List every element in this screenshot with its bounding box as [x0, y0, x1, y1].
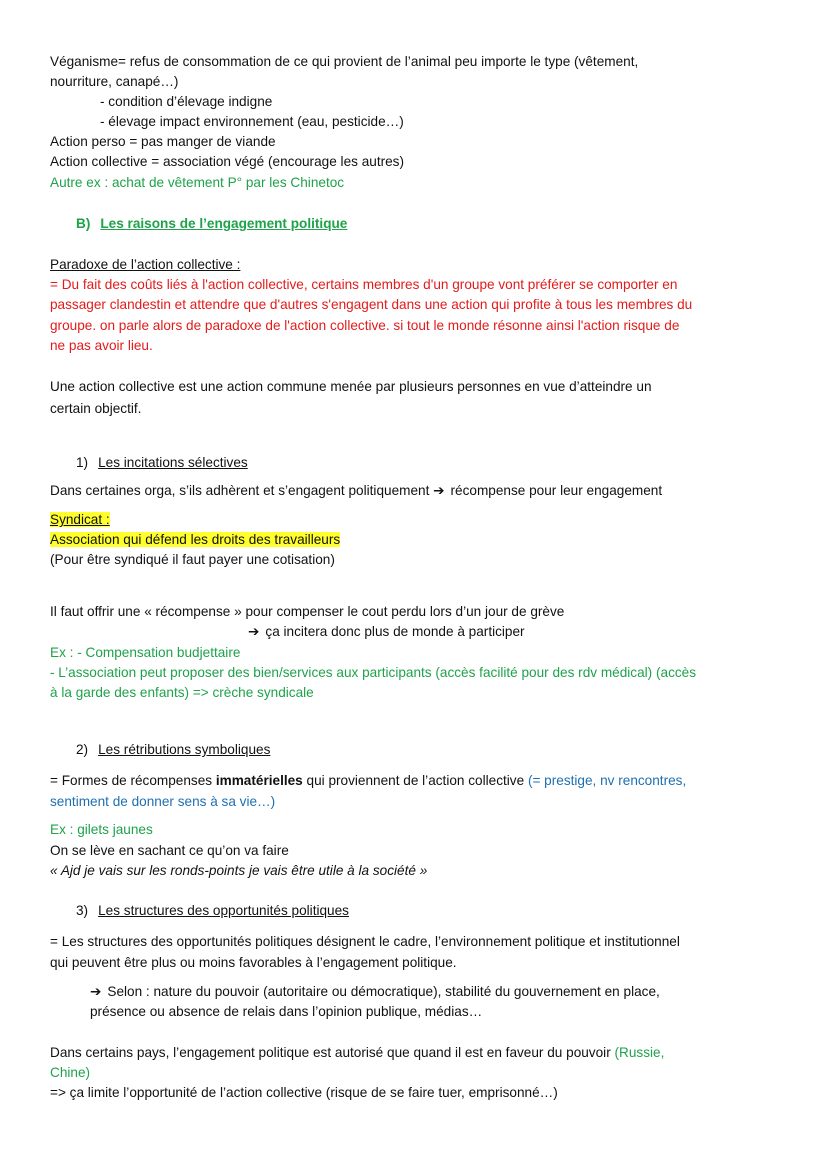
reward-result-line	[248, 622, 525, 641]
collective-def-1: Une action collective est une action commune menée par plusieurs personnes en vue d’atteindre un	[50, 379, 652, 394]
action-collective: Action collective = association végé (encourage les autres)	[50, 154, 405, 169]
paradox-line-3: groupe. on parle alors de paradoxe de l'action collective. si tout le monde résonne ainsi l'action risque de	[50, 318, 680, 333]
paradox-line-4: ne pas avoir lieu.	[50, 338, 153, 353]
vegan-example: Autre ex : achat de vêtement P° par les Chinetoc	[50, 175, 345, 190]
retributions-def-blue-2: sentiment de donner sens à sa vie…)	[50, 794, 276, 809]
incitations-text-before: Dans certaines orga, s’ils adhèrent et s’engagent politiquement	[50, 483, 430, 498]
action-perso: Action perso = pas manger de viande	[50, 134, 276, 149]
selon-line-1	[90, 982, 660, 1001]
section-2-num: 2)	[76, 742, 89, 757]
opportunities-def-1: = Les structures des opportunités politiques désignent le cadre, l’environnement politique et institutionnel	[50, 934, 680, 949]
section-3-num: 3)	[76, 903, 89, 918]
vegan-bullet-2: - élevage impact environnement (eau, pesticide…)	[100, 114, 404, 129]
section-2-heading	[76, 740, 270, 759]
vegan-definition-cont: nourriture, canapé…)	[50, 74, 179, 89]
retributions-def-blue: (= prestige, nv rencontres,	[527, 773, 687, 788]
section-3-title: Les structures des opportunités politiques	[98, 903, 349, 918]
incitations-text-after: récompense pour leur engagement	[450, 483, 663, 498]
countries-before: Dans certains pays, l’engagement politique est autorisé que quand il est en faveur du pouvoir	[50, 1045, 615, 1060]
retributions-def-after: qui proviennent de l’action collective	[302, 773, 528, 788]
example-2a: - L’association peut proposer des bien/services aux participants (accès facilité pour des rdv médical) (accès	[50, 665, 697, 680]
section-2-title: Les rétributions symboliques	[98, 742, 271, 757]
example-2b: à la garde des enfants) => crèche syndicale	[50, 685, 314, 700]
reward-line: Il faut offrir une « récompense » pour compenser le cout perdu lors d’un jour de grève	[50, 604, 565, 619]
section-3-heading	[76, 901, 349, 920]
syndicat-def-line	[50, 530, 340, 549]
section-1-num: 1)	[76, 455, 89, 470]
retributions-def-line	[50, 771, 686, 790]
section-b-heading	[76, 214, 347, 233]
paradox-line-2: passager clandestin et attendre que d'autres s'engagent dans une action qui profite à tous les membres du	[50, 297, 693, 312]
countries-green-2: Chine)	[50, 1065, 91, 1080]
arrow-right-icon: ➔	[248, 624, 260, 639]
vegan-bullet-1: - condition d’élevage indigne	[100, 94, 273, 109]
syndicat-definition: Association qui défend les droits des travailleurs	[50, 532, 341, 547]
paradox-heading: Paradoxe de l’action collective :	[50, 257, 241, 272]
retributions-def-bold: immatérielles	[215, 773, 303, 788]
opportunities-def-2: qui peuvent être plus ou moins favorables à l’engagement politique.	[50, 955, 457, 970]
section-b-letter: B)	[76, 216, 91, 231]
section-1-heading	[76, 453, 248, 472]
incitations-line	[50, 481, 662, 500]
syndicat-label-line	[50, 510, 110, 529]
arrow-right-icon: ➔	[433, 483, 445, 498]
syndicat-note: (Pour être syndiqué il faut payer une cotisation)	[50, 552, 335, 567]
vegan-definition: Véganisme= refus de consommation de ce qui provient de l’animal peu importe le type (vêtement,	[50, 54, 639, 69]
gilets-jaunes-quote: « Ajd je vais sur les ronds-points je vais être utile à la société »	[50, 863, 428, 878]
countries-line	[50, 1043, 664, 1062]
gilets-jaunes-line: On se lève en sachant ce qu’on va faire	[50, 843, 289, 858]
retributions-def-before: = Formes de récompenses	[50, 773, 216, 788]
gilets-jaunes-example: Ex : gilets jaunes	[50, 822, 153, 837]
selon-text-1: Selon : nature du pouvoir (autoritaire ou démocratique), stabilité du gouvernement en place,	[107, 984, 660, 999]
syndicat-label: Syndicat :	[50, 512, 110, 527]
collective-def-2: certain objectif.	[50, 401, 142, 416]
limit-line: => ça limite l’opportunité de l’action collective (risque de se faire tuer, emprisonné…)	[50, 1085, 558, 1100]
section-b-title: Les raisons de l’engagement politique	[100, 216, 348, 231]
countries-green: (Russie,	[614, 1045, 665, 1060]
paradox-line-1: = Du fait des coûts liés à l'action collective, certains membres d'un groupe vont préférer se comporter en	[50, 277, 678, 292]
reward-result: ça incitera donc plus de monde à participer	[265, 624, 525, 639]
example-1: Ex : - Compensation budjettaire	[50, 645, 241, 660]
arrow-right-icon: ➔	[90, 984, 102, 999]
section-1-title: Les incitations sélectives	[98, 455, 248, 470]
selon-line-2: présence ou absence de relais dans l’opinion publique, médias…	[90, 1004, 483, 1019]
